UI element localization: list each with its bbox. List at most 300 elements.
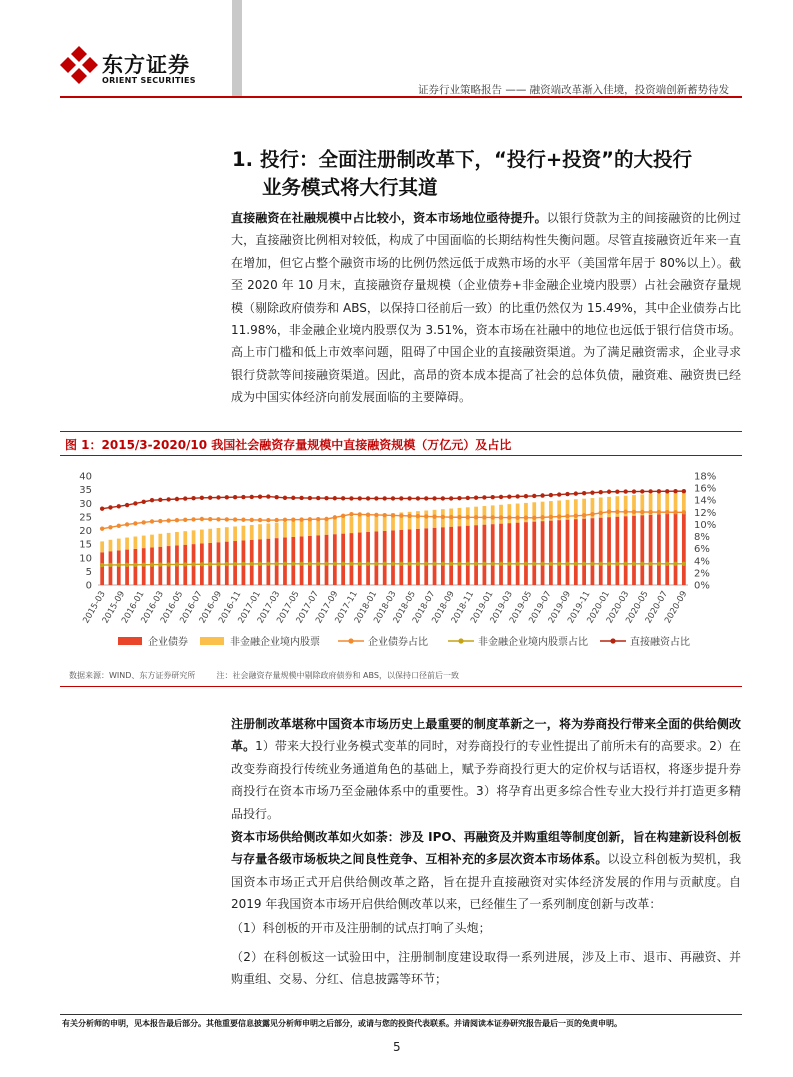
bar-corporate-bond <box>458 526 462 585</box>
line-point <box>590 512 594 516</box>
line-point <box>574 514 578 518</box>
line-point <box>524 562 528 566</box>
line-point <box>407 496 411 500</box>
line-point <box>200 562 204 566</box>
figure-title: 图 1：2015/3-2020/10 我国社会融资存量规模中直接融资规模（万亿元）及占比 <box>65 438 512 452</box>
bar-corporate-bond <box>325 535 329 585</box>
line-point <box>283 562 287 566</box>
bar-corporate-bond <box>358 533 362 585</box>
figure-title-rule <box>60 455 742 456</box>
y-left-tick-label: 30 <box>79 498 92 510</box>
line-point <box>133 501 137 505</box>
list-item: （2）在科创板这一试验田中，注册制制度建设取得一系列进展，涉及上市、退市、再融资、并购重组、交易、分红、信息披露等环节； <box>231 950 741 987</box>
line-point <box>499 515 503 519</box>
x-tick-label: 2015-09 <box>100 589 128 626</box>
line-point <box>648 562 652 566</box>
line-point <box>599 511 603 515</box>
line-point <box>590 562 594 566</box>
line-point <box>241 518 245 522</box>
line-point <box>657 489 661 493</box>
right-axis <box>694 472 716 592</box>
bar-corporate-bond <box>665 514 669 585</box>
financing-chart <box>60 460 742 660</box>
line-point <box>299 496 303 500</box>
bar-domestic-stock <box>217 528 221 542</box>
line-point <box>200 517 204 521</box>
line-point <box>532 516 536 520</box>
line-point <box>491 562 495 566</box>
list-item: （1）科创板的开市及注册制的试点打响了头炮； <box>231 921 491 935</box>
legend-label: 企业债券 <box>148 637 188 648</box>
bar-domestic-stock <box>308 520 312 536</box>
line-point <box>599 490 603 494</box>
line-point <box>291 496 295 500</box>
line-point <box>524 494 528 498</box>
bar-domestic-stock <box>109 540 113 551</box>
line-point <box>208 562 212 566</box>
line-point <box>241 562 245 566</box>
line-point <box>399 513 403 517</box>
y-left-tick-label: 40 <box>79 471 92 483</box>
line-point <box>299 517 303 521</box>
line-point <box>258 562 262 566</box>
x-tick-label: 2018-05 <box>391 589 418 626</box>
y-left-tick-label: 0 <box>85 580 92 592</box>
line-point <box>416 562 420 566</box>
line-point <box>166 562 170 566</box>
y-right-tick-label: 18% <box>694 471 717 483</box>
line-point <box>158 519 162 523</box>
bar-domestic-stock <box>117 539 121 551</box>
line-point <box>648 489 652 493</box>
line-point <box>100 526 104 530</box>
bar-corporate-bond <box>549 521 553 585</box>
logo-name-en: ORIENT SECURITIES <box>102 76 196 85</box>
line-point <box>316 562 320 566</box>
line-point <box>632 510 636 514</box>
line-point <box>441 496 445 500</box>
bar-corporate-bond <box>441 527 445 585</box>
line-point <box>175 562 179 566</box>
y-right-tick-label: 2% <box>694 568 710 580</box>
bar-domestic-stock <box>682 492 686 513</box>
x-tick-label: 2020-01 <box>585 589 612 626</box>
line-point <box>266 494 270 498</box>
line-point <box>540 493 544 497</box>
line-point <box>549 515 553 519</box>
figure-note: 注：社会融资存量规模中剔除政府债券和 ABS，以保持口径前后一致 <box>216 671 459 680</box>
section-title-line1: 投行：全面注册制改革下，“投行+投资”的大投行 <box>260 148 692 171</box>
bar-domestic-stock <box>200 530 204 544</box>
bar-corporate-bond <box>483 525 487 585</box>
line-point <box>158 562 162 566</box>
bar-corporate-bond <box>333 534 337 585</box>
bar-domestic-stock <box>333 518 337 534</box>
line-point <box>374 513 378 517</box>
line-point <box>200 496 204 500</box>
line-point <box>565 492 569 496</box>
line-point <box>349 512 353 516</box>
bar-corporate-bond <box>109 551 113 585</box>
bar-corporate-bond <box>433 528 437 585</box>
line-point <box>449 496 453 500</box>
line-point <box>158 498 162 502</box>
line-point <box>341 496 345 500</box>
bar-corporate-bond <box>566 520 570 585</box>
line-point <box>333 562 337 566</box>
line-point <box>150 519 154 523</box>
line-point <box>349 496 353 500</box>
logo-name-cn: 东方证券 <box>102 53 190 77</box>
bar-corporate-bond <box>300 536 304 585</box>
bar-corporate-bond <box>532 522 536 585</box>
figure-bottom-rule <box>60 686 742 687</box>
line-point <box>358 496 362 500</box>
x-tick-label: 2018-01 <box>352 589 380 626</box>
y-left-tick-label: 20 <box>79 526 92 537</box>
line-point <box>432 514 436 518</box>
line-point <box>665 562 669 566</box>
line-point <box>424 562 428 566</box>
line-point <box>582 513 586 517</box>
line-point <box>499 495 503 499</box>
line-point <box>291 517 295 521</box>
line-point <box>100 507 104 511</box>
line-point <box>407 562 411 566</box>
line-point <box>607 562 611 566</box>
line-point <box>524 516 528 520</box>
line-point <box>366 496 370 500</box>
line-point <box>358 512 362 516</box>
x-tick-label: 2019-03 <box>488 589 515 626</box>
x-tick-label: 2016-05 <box>158 589 186 626</box>
legend-label: 非金融企业境内股票占比 <box>478 637 588 648</box>
line-point <box>349 562 353 566</box>
bar-domestic-stock <box>283 522 287 538</box>
line-point <box>308 517 312 521</box>
line-point <box>366 512 370 516</box>
x-tick-label: 2019-11 <box>566 589 593 626</box>
bar-corporate-bond <box>591 518 595 585</box>
line-point <box>225 517 229 521</box>
line-point <box>100 563 104 567</box>
line-point <box>482 515 486 519</box>
x-tick-label: 2020-03 <box>604 589 632 626</box>
line-point <box>216 495 220 499</box>
legend-marker <box>610 638 615 643</box>
line-point <box>474 495 478 499</box>
bar-corporate-bond <box>557 520 561 585</box>
line-point <box>640 562 644 566</box>
bar-corporate-bond <box>308 536 312 585</box>
line-point <box>640 489 644 493</box>
line-point <box>474 515 478 519</box>
bar-domestic-stock <box>266 523 270 538</box>
bar-corporate-bond <box>366 532 370 585</box>
line-point <box>615 510 619 514</box>
y-right-tick-label: 12% <box>694 507 717 519</box>
line-point <box>432 562 436 566</box>
figure-top-rule <box>60 431 742 432</box>
line-point <box>515 515 519 519</box>
line-point <box>507 515 511 519</box>
line-point <box>324 562 328 566</box>
paragraph-lead: 直接融资在社融规模中占比较小，资本市场地位亟待提升。 <box>231 211 547 225</box>
line-point <box>632 562 636 566</box>
x-tick-label: 2017-05 <box>275 589 302 626</box>
line-point <box>108 525 112 529</box>
bar-corporate-bond <box>516 523 520 585</box>
line-point <box>441 515 445 519</box>
line-point <box>607 490 611 494</box>
line-point <box>457 562 461 566</box>
page-number: 5 <box>393 1040 401 1054</box>
line-point <box>607 510 611 514</box>
line-point <box>466 496 470 500</box>
line-point <box>308 562 312 566</box>
x-tick-label: 2015-03 <box>81 589 108 626</box>
line-point <box>166 518 170 522</box>
bar-corporate-bond <box>100 552 104 585</box>
line-point <box>673 510 677 514</box>
bar-corporate-bond <box>507 523 511 585</box>
y-left-tick-label: 10 <box>79 553 92 565</box>
line-point <box>565 562 569 566</box>
bar-corporate-bond <box>657 514 661 585</box>
line-point <box>391 513 395 517</box>
bar-corporate-bond <box>582 519 586 585</box>
line-point <box>673 562 677 566</box>
line-point <box>150 562 154 566</box>
x-tick-label: 2019-07 <box>527 589 554 626</box>
bar-domestic-stock <box>192 530 196 544</box>
bar-corporate-bond <box>624 516 628 585</box>
line-point <box>125 522 129 526</box>
paragraph-direct-financing <box>231 207 741 409</box>
company-logo-icon <box>58 44 100 86</box>
bar-corporate-bond <box>275 538 279 585</box>
line-point <box>640 510 644 514</box>
line-point <box>183 562 187 566</box>
line-point <box>623 510 627 514</box>
line-point <box>258 518 262 522</box>
x-tick-label: 2016-03 <box>139 589 166 626</box>
line-point <box>657 562 661 566</box>
line-point <box>623 489 627 493</box>
line-point <box>183 496 187 500</box>
line-point <box>565 514 569 518</box>
bar-domestic-stock <box>167 533 171 546</box>
line-point <box>374 562 378 566</box>
line-point <box>283 518 287 522</box>
bar-corporate-bond <box>125 550 129 585</box>
y-left-tick-label: 35 <box>79 485 92 497</box>
line-point <box>175 497 179 501</box>
line-point <box>333 496 337 500</box>
bar-corporate-bond <box>424 528 428 585</box>
line-point <box>133 521 137 525</box>
x-tick-label: 2017-01 <box>236 589 263 626</box>
x-tick-label: 2016-11 <box>217 589 244 626</box>
line-point <box>574 562 578 566</box>
legend-marker <box>348 638 353 643</box>
line-point <box>424 514 428 518</box>
y-right-tick-label: 14% <box>694 495 717 507</box>
line-point <box>474 562 478 566</box>
line-point <box>274 495 278 499</box>
line-point <box>382 562 386 566</box>
line-point <box>665 489 669 493</box>
line-point <box>499 562 503 566</box>
bar-corporate-bond <box>499 524 503 585</box>
line-point <box>133 563 137 567</box>
bar-domestic-stock <box>150 535 154 548</box>
bar-domestic-stock <box>491 505 495 524</box>
line-point <box>424 496 428 500</box>
bar-corporate-bond <box>607 517 611 585</box>
bar-corporate-bond <box>416 529 420 585</box>
line-point <box>191 562 195 566</box>
line-point <box>358 562 362 566</box>
line-point <box>515 494 519 498</box>
line-point <box>657 510 661 514</box>
line-point <box>225 495 229 499</box>
line-point <box>225 562 229 566</box>
line-point <box>582 562 586 566</box>
legend-swatch <box>200 637 224 645</box>
bar-corporate-bond <box>291 537 295 585</box>
legend-label: 直接融资占比 <box>630 637 690 648</box>
bar-domestic-stock <box>183 531 187 545</box>
line-point <box>399 562 403 566</box>
x-tick-label: 2018-07 <box>410 589 438 626</box>
line-point <box>432 496 436 500</box>
paragraph-registration-reform <box>231 713 741 825</box>
line-point <box>191 517 195 521</box>
line-point <box>665 510 669 514</box>
line-point <box>142 520 146 524</box>
y-left-tick-label: 5 <box>85 566 92 578</box>
line-point <box>466 515 470 519</box>
x-tick-label: 2017-11 <box>333 589 360 626</box>
line-point <box>615 562 619 566</box>
x-tick-label: 2017-09 <box>314 589 341 626</box>
section-number: 1. <box>232 148 253 171</box>
bar-corporate-bond <box>640 515 644 585</box>
line-point <box>590 490 594 494</box>
y-right-tick-label: 8% <box>694 532 710 544</box>
line-point <box>557 514 561 518</box>
bar-domestic-stock <box>208 529 212 543</box>
line-point <box>449 515 453 519</box>
line-point <box>366 562 370 566</box>
line-point <box>540 515 544 519</box>
line-point <box>266 518 270 522</box>
line-point <box>466 562 470 566</box>
y-left-tick-label: 15 <box>79 539 92 551</box>
bar-domestic-stock <box>316 519 320 535</box>
paragraph-supply-side-reform <box>231 826 741 916</box>
line-point <box>250 562 254 566</box>
bar-domestic-stock <box>158 534 162 547</box>
line-point <box>382 513 386 517</box>
legend-swatch <box>118 637 142 645</box>
legend-label: 非金融企业境内股票 <box>230 637 320 648</box>
bar-corporate-bond <box>474 525 478 585</box>
line-point <box>183 518 187 522</box>
bar-corporate-bond <box>574 519 578 585</box>
bar-domestic-stock <box>300 521 304 537</box>
line-point <box>441 562 445 566</box>
bar-corporate-bond <box>350 533 354 585</box>
bar-domestic-stock <box>341 517 345 533</box>
figure-source-note <box>69 670 459 681</box>
paragraph-body: 以银行贷款为主的间接融资的比例过大，直接融资比例相对较低，构成了中国面临的长期结构性失衡问题。尽管直接融资近年来一直在增加，但它占整个融资市场的比例仍然远低于成熟市场的水平（美国常年居于 80%以上）。截至 2020 年 10 月末，直接融资存量规模（企业债券+非金融企业境内股票）占社会融资存量规模（剔除政府债券和 ABS，以保持口径前后一致）的比重仍然仅为 15.49%，其中企业债券占比 11.98%，非金融企业境内股票仅为 3.51%，资本市场在社融中的地位也远低于银行信贷市场。高上市门槛和低上市效率问题，阻碍了中国企业的直接融资渠道。为了满足融资需求，企业寻求银行贷款等间接融资渠道。因此，高昂的资本成本提高了社会的总体负债，融资难、融资贵已经成为中国实体经济向前发展面临的主要障碍。 <box>231 211 741 405</box>
footer-divider <box>60 1014 742 1015</box>
y-right-tick-label: 0% <box>694 580 710 592</box>
line-point <box>108 563 112 567</box>
line-point <box>549 562 553 566</box>
bar-domestic-stock <box>275 523 279 538</box>
line-point <box>507 495 511 499</box>
line-point <box>682 562 686 566</box>
line-point <box>682 510 686 514</box>
bar-domestic-stock <box>350 516 354 533</box>
bar-series <box>100 492 685 585</box>
line-point <box>250 518 254 522</box>
bar-corporate-bond <box>674 513 678 585</box>
x-tick-label: 2020-09 <box>663 589 690 626</box>
bar-corporate-bond <box>599 518 603 585</box>
bar-corporate-bond <box>466 526 470 585</box>
line-point <box>308 496 312 500</box>
line-point <box>416 496 420 500</box>
bar-corporate-bond <box>449 527 453 585</box>
line-point <box>399 496 403 500</box>
line-point <box>233 562 237 566</box>
line-point <box>324 517 328 521</box>
bar-domestic-stock <box>142 536 146 549</box>
line-point <box>125 563 129 567</box>
line-point <box>117 563 121 567</box>
line-point <box>324 496 328 500</box>
bar-domestic-stock <box>499 505 503 524</box>
y-left-tick-label: 25 <box>79 512 92 524</box>
bar-domestic-stock <box>175 532 179 545</box>
line-point <box>391 562 395 566</box>
line-point <box>299 562 303 566</box>
line-point <box>125 503 129 507</box>
line-point <box>374 496 378 500</box>
line-point <box>166 497 170 501</box>
line-point <box>341 562 345 566</box>
x-tick-label: 2019-09 <box>546 589 574 626</box>
line-point <box>191 496 195 500</box>
x-tick-label: 2018-11 <box>449 589 477 626</box>
paragraph-lead: 注册制改革堪称中国资本市场历史上最重要的制度革新之一，将为券商投行带来全面的供给侧改革。 <box>231 717 741 754</box>
line-point <box>557 562 561 566</box>
line-point <box>482 495 486 499</box>
bar-corporate-bond <box>524 522 528 585</box>
line-point <box>241 495 245 499</box>
line-point <box>449 562 453 566</box>
bar-domestic-stock <box>225 527 229 541</box>
line-point <box>557 492 561 496</box>
line-point <box>491 495 495 499</box>
bar-corporate-bond <box>408 529 412 585</box>
x-tick-label: 2018-09 <box>430 589 457 626</box>
bar-corporate-bond <box>491 524 495 585</box>
